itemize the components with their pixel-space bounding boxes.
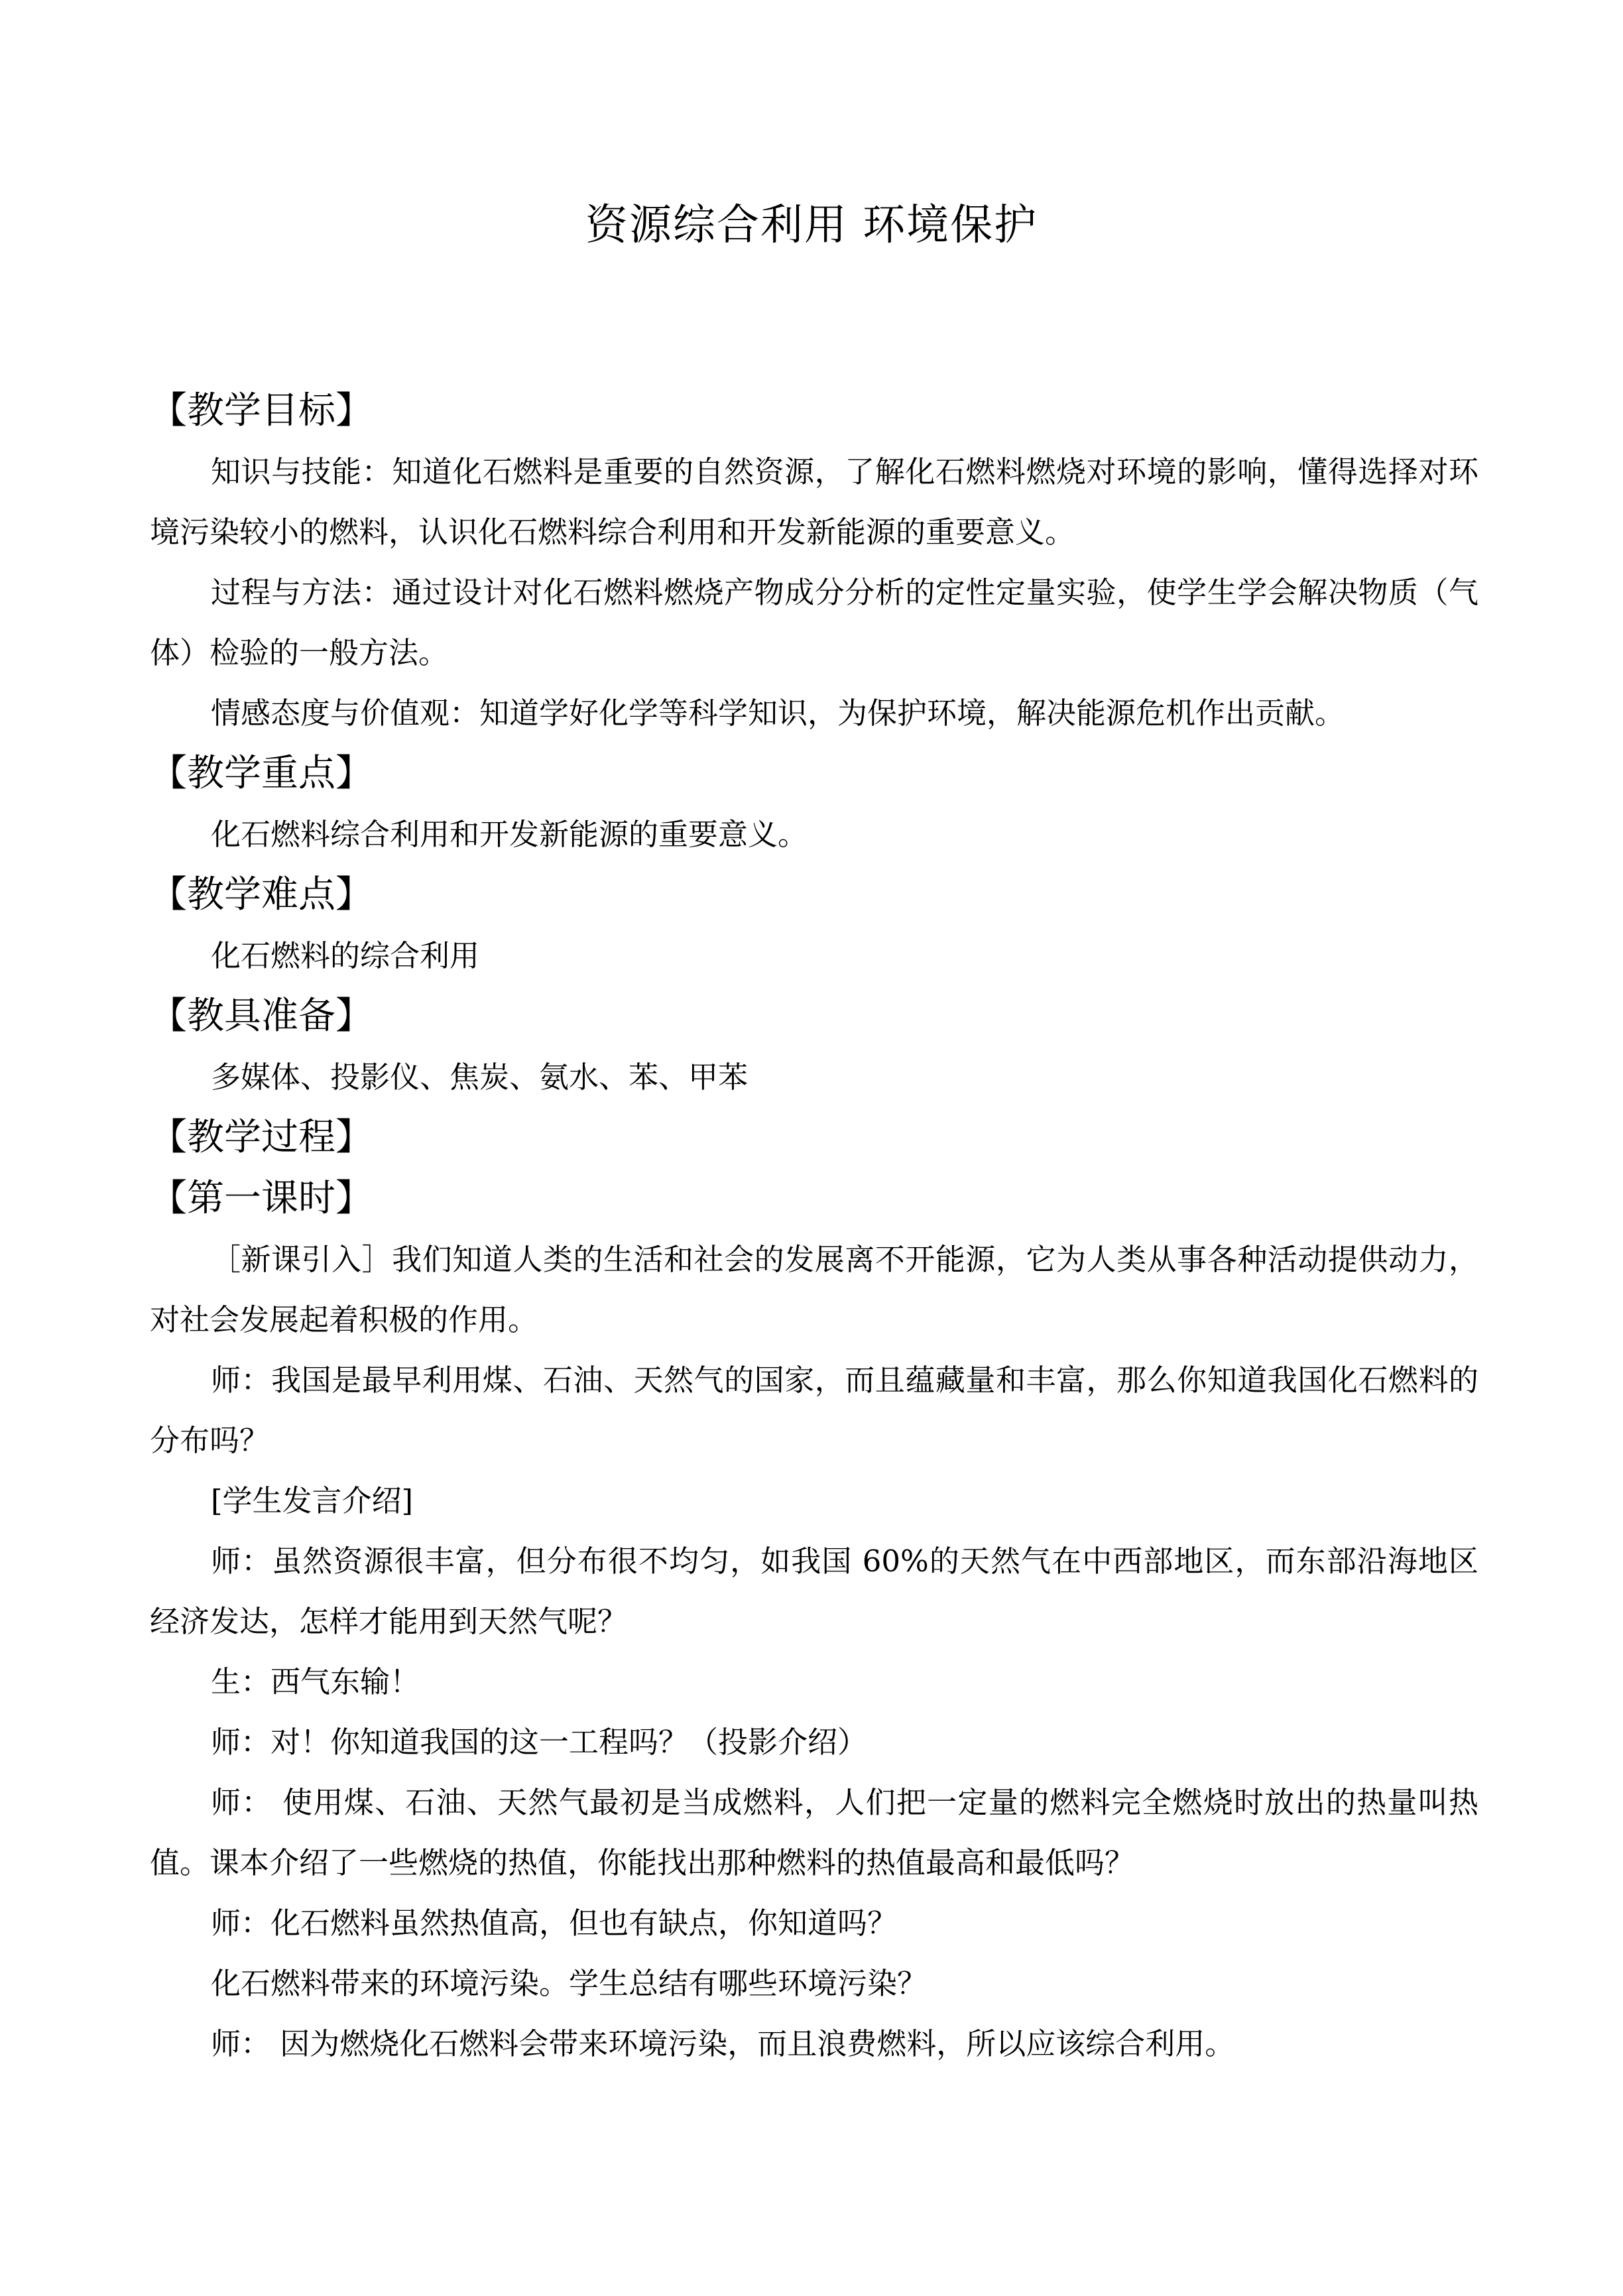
keypoint-heading: 【教学重点】 <box>150 752 373 795</box>
dialogue-pollution: 化石燃料带来的环境污染。学生总结有哪些环境污染？ <box>211 1966 928 2001</box>
lesson1-heading: 【第一课时】 <box>150 1177 373 1220</box>
dialogue-student-1: [学生发言介绍] <box>211 1483 414 1518</box>
document-body <box>150 381 1478 2074</box>
dialogue-intro: ［新课引入］我们知道人类的生活和社会的发展离不开能源，它为人类从事各种活动提供动力，对社会发展起着积极的作用。 <box>150 1242 1478 1337</box>
dialogue-teacher-5: 师：化石燃料虽然热值高，但也有缺点，你知道吗？ <box>211 1905 898 1941</box>
objectives-heading: 【教学目标】 <box>150 389 373 432</box>
difficulty-text: 化石燃料的综合利用 <box>211 938 480 973</box>
dialogue-teacher-3: 师：对！你知道我国的这一工程吗？（投影介绍） <box>211 1724 868 1760</box>
tools-text: 多媒体、投影仪、焦炭、氨水、苯、甲苯 <box>211 1059 749 1095</box>
objective-emotion: 情感态度与价值观：知道学好化学等科学知识，为保护环境，解决能源危机作出贡献。 <box>211 695 1345 731</box>
document-title: 资源综合利用 环境保护 <box>585 201 1038 250</box>
dialogue-teacher-6: 师： 因为燃烧化石燃料会带来环境污染，而且浪费燃料，所以应该综合利用。 <box>211 2026 1235 2061</box>
dialogue-student-2: 生：西气东输！ <box>211 1664 420 1699</box>
difficulty-heading: 【教学难点】 <box>150 873 373 916</box>
tools-heading: 【教具准备】 <box>150 995 373 1038</box>
dialogue-teacher-2: 师：虽然资源很丰富，但分布很不均匀，如我国 60%的天然气在中西部地区，而东部沿海地区经济发达，怎样才能用到天然气呢？ <box>150 1543 1478 1639</box>
dialogue-teacher-1: 师：我国是最早利用煤、石油、天然气的国家，而且蕴藏量和丰富，那么你知道我国化石燃料的分布吗？ <box>150 1362 1478 1458</box>
keypoint-text: 化石燃料综合利用和开发新能源的重要意义。 <box>211 817 808 852</box>
dialogue-teacher-4: 师： 使用煤、石油、天然气最初是当成燃料，人们把一定量的燃料完全燃烧时放出的热量叫热值。课本介绍了一些燃烧的热值，你能找出那种燃料的热值最高和最低吗？ <box>150 1785 1478 1880</box>
objective-knowledge: 知识与技能：知道化石燃料是重要的自然资源，了解化石燃料燃烧对环境的影响，懂得选择对环境污染较小的燃料，认识化石燃料综合利用和开发新能源的重要意义。 <box>150 454 1478 550</box>
objective-process: 过程与方法：通过设计对化石燃料燃烧产物成分分析的定性定量实验，使学生学会解决物质（气体）检验的一般方法。 <box>150 575 1478 670</box>
process-heading: 【教学过程】 <box>150 1116 373 1159</box>
